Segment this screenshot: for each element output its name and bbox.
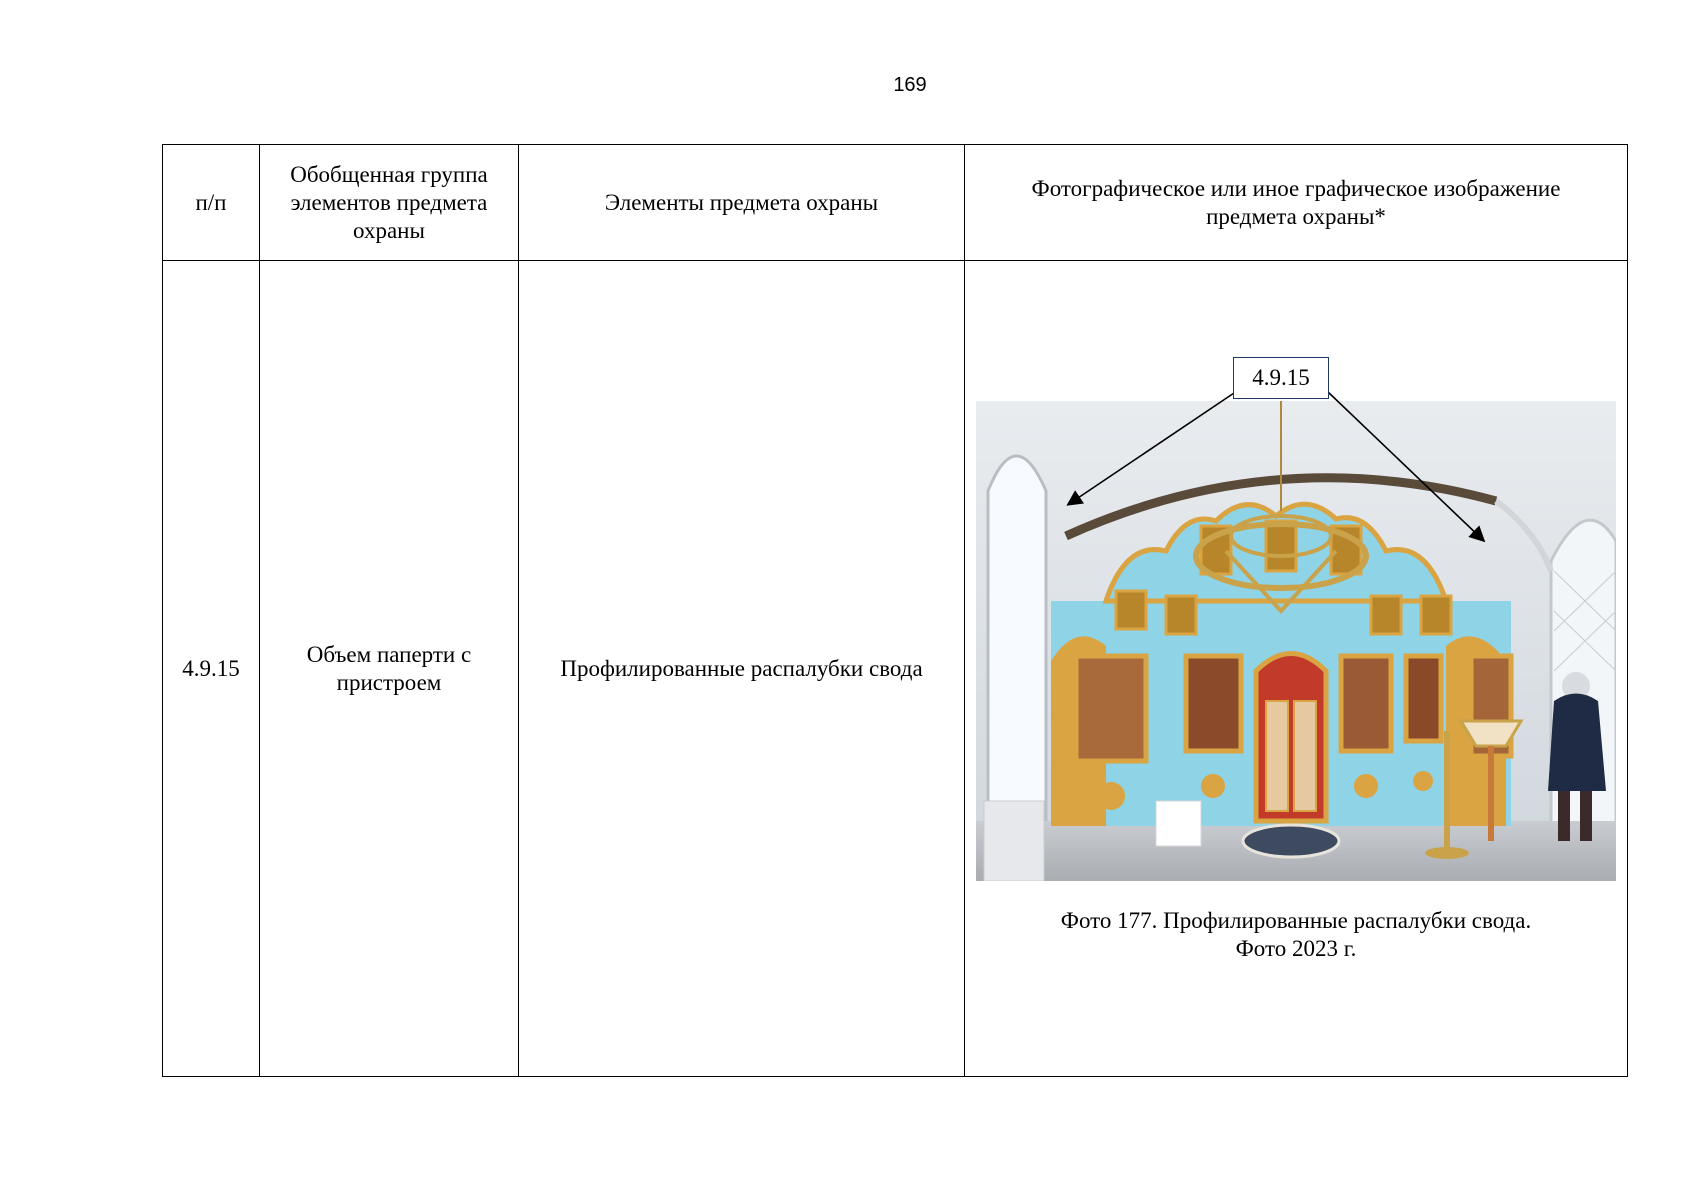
header-num: п/п [163,145,260,261]
row-num: 4.9.15 [163,261,260,1077]
caption-line-1: Фото 177. Профилированные распалубки свода. [1060,908,1532,933]
row-image-cell [965,261,1628,1077]
table-header-row [163,145,1628,261]
page-number: 169 [893,74,927,96]
row-elements: Профилированные распалубки свода [519,261,965,1077]
protection-table [162,144,1628,1077]
callout-label: 4.9.15 [1233,357,1329,399]
arrow-right [1327,391,1483,540]
caption-line-2: Фото 2023 г. [1235,936,1357,961]
header-group: Обобщенная группа элементов предмета охраны [260,145,519,261]
header-image: Фотографическое или иное графическое изображение предмета охраны* [965,145,1628,261]
arrow-left [1069,391,1237,504]
row-group: Объем паперти с пристроем [260,261,519,1077]
table-row [163,261,1628,1077]
header-elements: Элементы предмета охраны [519,145,965,261]
